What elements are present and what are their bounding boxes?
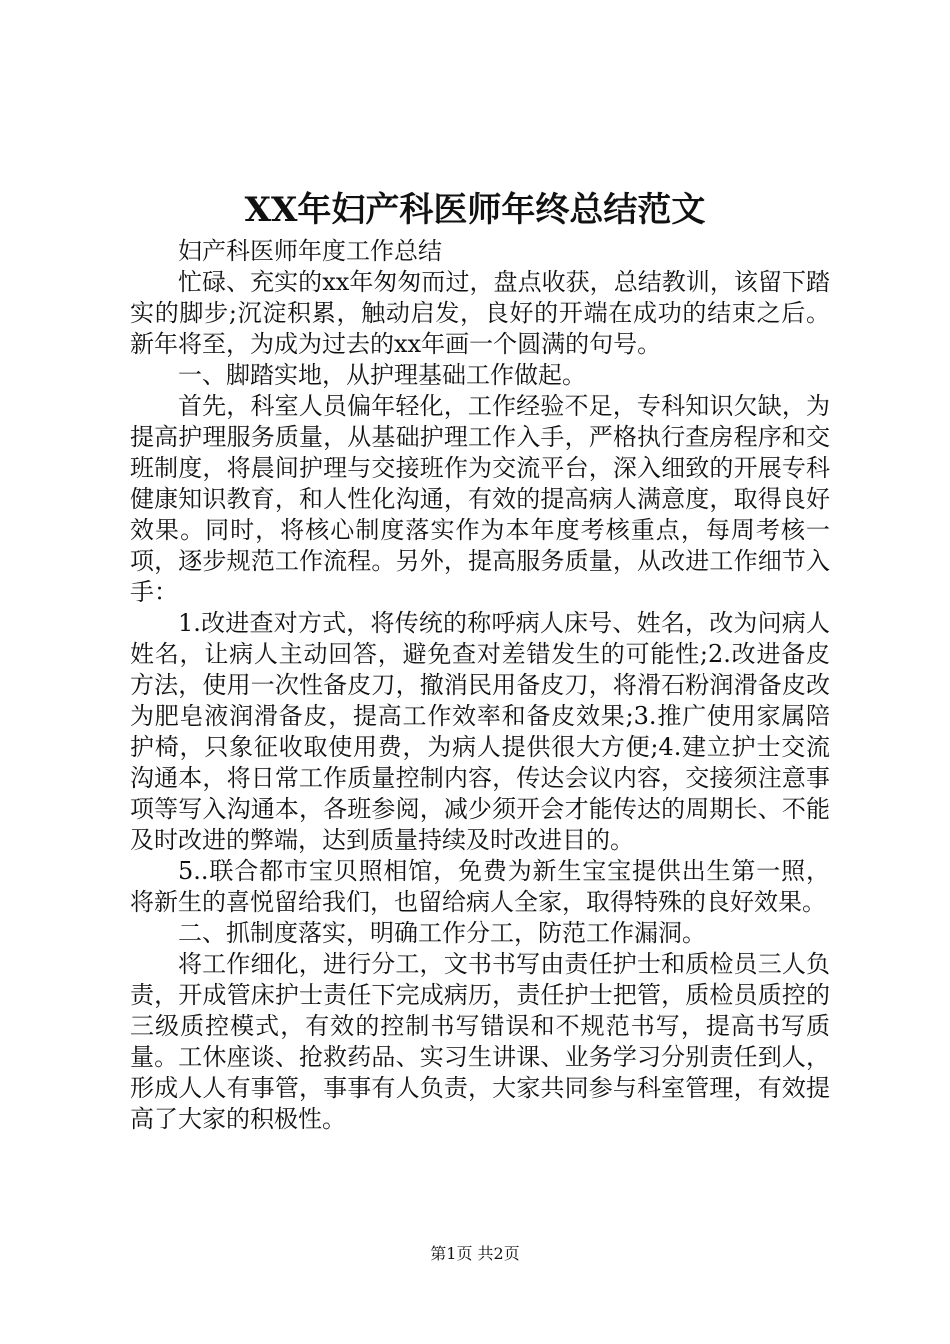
document-title: XX年妇产科医师年终总结范文	[244, 190, 706, 230]
paragraph-improvements: 1.改进查对方式，将传统的称呼病人床号、姓名，改为问病人姓名，让病人主动回答，避免查对差错发生的可能性;2.改进备皮方法，使用一次性备皮刀，撤消民用备皮刀，将滑石粉润滑备皮改为肥皂液润滑备皮，提高工作效率和备皮效果;3.推广使用家属陪护椅，只象征收取使用费，为病人提供很大方便;4.建立护士交流沟通本，将日常工作质量控制内容，传达会议内容，交接须注意事项等写入沟通本，各班参阅，减少须开会才能传达的周期长、不能及时改进的弊端，达到质量持续及时改进目的。	[130, 609, 830, 854]
paragraph-intro: 忙碌、充实的xx年匆匆而过，盘点收获，总结教训，该留下踏实的脚步;沉淀积累，触动启发，良好的开端在成功的结束之后。新年将至，为成为过去的xx年画一个圆满的句号。	[130, 268, 830, 358]
section-heading-1: 一、脚踏实地，从护理基础工作做起。	[178, 361, 586, 389]
document-body	[130, 236, 830, 1135]
page-number: 第1页 共2页	[430, 1244, 520, 1263]
section-heading-2: 二、抓制度落实，明确工作分工，防范工作漏洞。	[178, 919, 706, 947]
paragraph-section-2: 将工作细化，进行分工，文书书写由责任护士和质检员三人负责，开成管床护士责任下完成病历，责任护士把管，质检员质控的三级质控模式，有效的控制书写错误和不规范书写，提高书写质量。工休座谈、抢救药品、实习生讲课、业务学习分别责任到人，形成人人有事管，事事有人负责，大家共同参与科室管理，有效提高了大家的积极性。	[130, 950, 830, 1133]
paragraph-item-5: 5..联合都市宝贝照相馆，免费为新生宝宝提供出生第一照，将新生的喜悦留给我们，也留给病人全家，取得特殊的良好效果。	[130, 857, 830, 916]
paragraph-section-1: 首先，科室人员偏年轻化，工作经验不足，专科知识欠缺，为提高护理服务质量，从基础护理工作入手，严格执行查房程序和交班制度，将晨间护理与交接班作为交流平台，深入细致的开展专科健康知识教育，和人性化沟通，有效的提高病人满意度，取得良好效果。同时，将核心制度落实作为本年度考核重点，每周考核一项，逐步规范工作流程。另外，提高服务质量，从改进工作细节入手：	[130, 392, 830, 606]
paragraph-subtitle: 妇产科医师年度工作总结	[178, 237, 442, 265]
